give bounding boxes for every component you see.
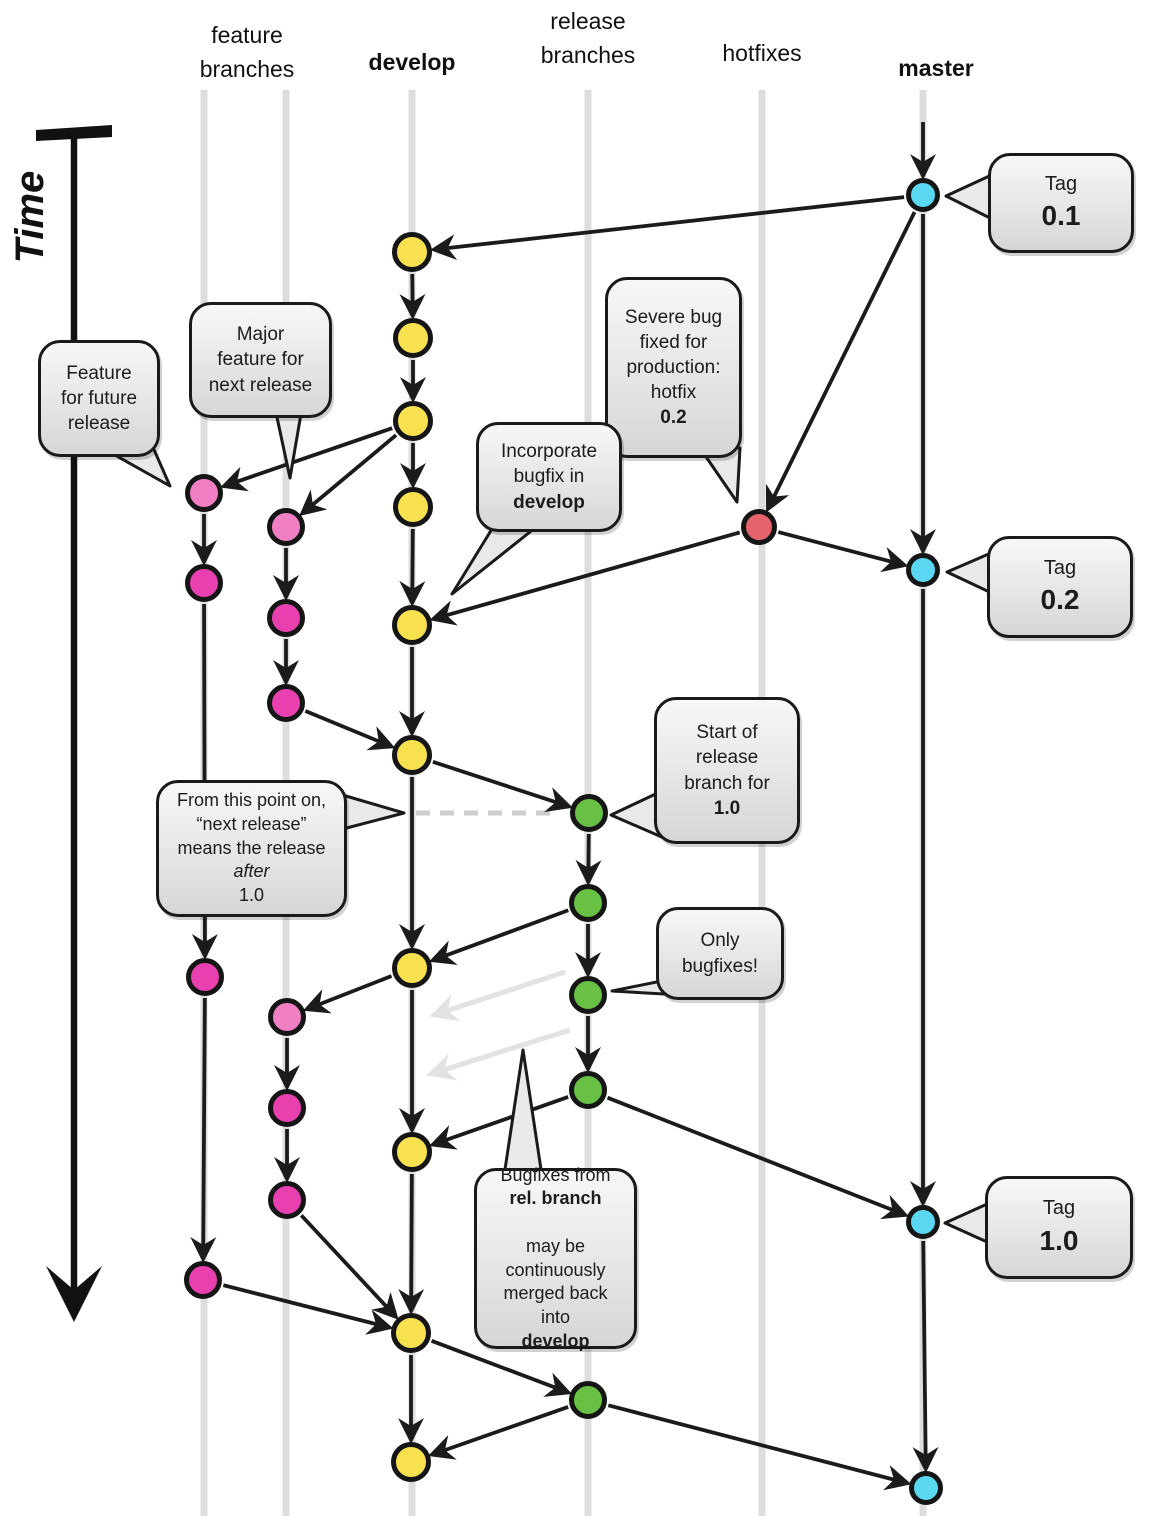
commit-node-r5 — [572, 1384, 605, 1417]
column-header-develop — [369, 45, 456, 79]
commit-node-f1c — [189, 961, 222, 994]
edge-f2f-to-d9 — [301, 1215, 394, 1314]
commit-node-r4 — [572, 1074, 605, 1107]
edge-r5-to-m4 — [608, 1405, 904, 1482]
callout-major-feature: Major feature for next release — [189, 302, 332, 418]
commit-node-f2a — [270, 511, 303, 544]
edge-r4-to-d8 — [436, 1097, 569, 1144]
callout-future-feature: Feature for future release — [38, 340, 160, 457]
edge-d4-to-d5 — [412, 529, 413, 600]
callout-next-release-note: From this point on, “next release” means the release after 1.0 — [156, 780, 347, 917]
faded-merge-arrow — [437, 972, 565, 1014]
tag-version: 0.1 — [1041, 200, 1081, 232]
callout-incorporate-bugfix: Incorporate bugfix in develop — [476, 422, 622, 532]
edge-h1-to-m2 — [778, 532, 901, 564]
callout-tail-incorporate — [452, 524, 540, 594]
header-line: branches — [199, 56, 295, 82]
edge-f1d-to-d9 — [223, 1285, 386, 1327]
commit-node-r1 — [573, 797, 606, 830]
header-line: develop — [368, 49, 456, 75]
commit-node-d8 — [395, 1135, 430, 1170]
callout-bugfixes-merged-back: Bugfixes from rel. branch may be continuously merged back into develop — [474, 1168, 637, 1349]
edge-f2c-to-d6 — [305, 711, 388, 745]
faded-merge-arrow — [434, 1030, 570, 1073]
commit-node-r2 — [572, 887, 605, 920]
callout-tag-0.1 — [988, 153, 1134, 253]
commit-node-f2d — [271, 1001, 304, 1034]
commit-node-d6 — [395, 738, 430, 773]
edge-r2-to-d7 — [435, 910, 568, 959]
edge-m3-to-m4 — [923, 1241, 926, 1466]
header-line: feature — [211, 22, 283, 48]
commit-node-d5 — [395, 608, 430, 643]
edge-f1c-to-f1d — [203, 998, 205, 1256]
edge-r4-to-m3 — [608, 1098, 903, 1214]
callout-only-bugfixes: Only bugfixes! — [656, 907, 784, 1000]
callout-tail-frompoint — [339, 794, 404, 830]
tag-label: Tag — [1042, 1197, 1076, 1220]
header-line: master — [898, 55, 974, 81]
callout-tag-1.0 — [985, 1176, 1133, 1279]
edge-m1-to-d1 — [437, 197, 904, 249]
edge-r1-to-r2 — [588, 834, 589, 879]
commit-node-m1 — [909, 181, 938, 210]
tag-version: 0.2 — [1040, 584, 1080, 616]
tag-version: 1.0 — [1039, 1224, 1079, 1256]
callout-severe-bug-hotfix: Severe bug fixed for production: hotfix 0.2 — [605, 277, 742, 458]
commit-node-f1d — [187, 1264, 220, 1297]
time-axis-arrow — [36, 125, 112, 1322]
column-header-feature-branches — [200, 18, 295, 86]
column-header-release-branches — [541, 4, 636, 72]
commit-node-f2c — [270, 687, 303, 720]
commit-node-h1 — [744, 512, 775, 543]
commit-node-f2e — [271, 1092, 304, 1125]
commit-node-m4 — [912, 1474, 941, 1503]
edge-m1-to-h1 — [769, 212, 914, 506]
commit-node-d7 — [395, 951, 430, 986]
commit-node-f1a — [188, 477, 221, 510]
commit-node-d9 — [394, 1316, 429, 1351]
edge-d8-to-d9 — [411, 1174, 412, 1308]
edge-d3-to-f2a — [304, 435, 396, 512]
column-header-hotfixes — [722, 36, 801, 70]
commit-node-d4 — [396, 490, 431, 525]
column-header-master — [898, 51, 973, 85]
tag-label: Tag — [1043, 556, 1077, 579]
edge-r5-to-d10 — [435, 1407, 569, 1454]
commit-node-d1 — [395, 235, 430, 270]
header-line: hotfixes — [722, 40, 802, 66]
callout-tail-bugfixes — [504, 1050, 542, 1176]
commit-node-m2 — [909, 556, 938, 585]
commit-node-r3 — [572, 979, 605, 1012]
edge-d7-to-f2d — [309, 976, 391, 1008]
commit-node-f2f — [271, 1184, 304, 1217]
callout-tag-0.2 — [987, 536, 1133, 638]
commit-node-m3 — [909, 1208, 938, 1237]
time-axis-label: Time — [8, 170, 52, 264]
commit-node-f1b — [188, 567, 221, 600]
commit-node-d10 — [394, 1445, 429, 1480]
header-line: release — [550, 8, 626, 34]
annotation-lines — [416, 813, 570, 1073]
commit-node-f2b — [270, 602, 303, 635]
header-line: branches — [540, 42, 636, 68]
callout-start-release-branch: Start of release branch for 1.0 — [654, 697, 800, 844]
commit-node-d3 — [396, 404, 431, 439]
commit-node-d2 — [396, 321, 431, 356]
tag-label: Tag — [1044, 172, 1078, 195]
edge-d6-to-r1 — [433, 762, 566, 806]
